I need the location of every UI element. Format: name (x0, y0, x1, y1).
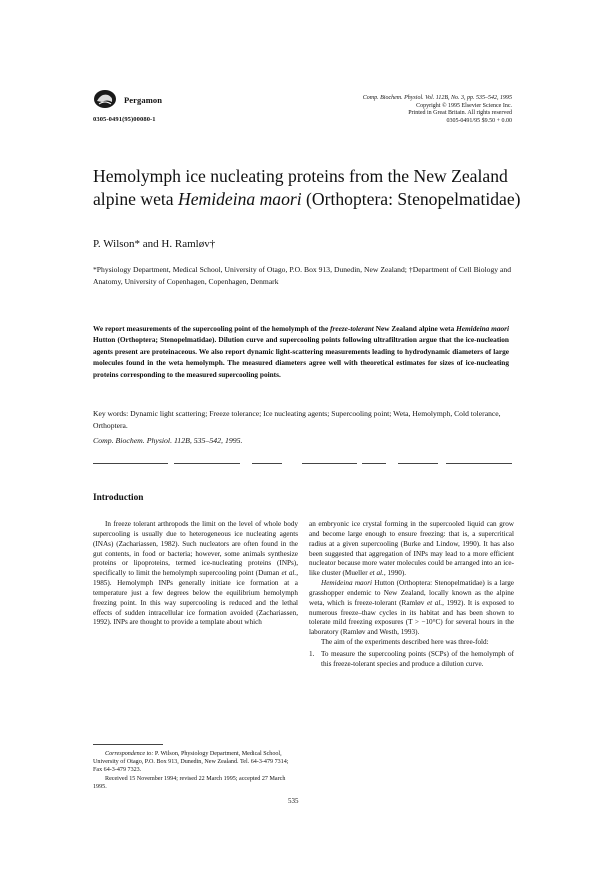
section-divider (93, 463, 168, 464)
abstract (93, 323, 509, 380)
left-column (93, 520, 298, 628)
received-dates: Received 15 November 1994; revised 22 March 1995; accepted 27 March 1995. (93, 775, 286, 790)
article-title (93, 165, 523, 211)
body-italic: Hemideina maori (321, 579, 373, 588)
body-italic: et al. (426, 598, 443, 607)
section-divider (302, 463, 357, 464)
paragraph (93, 520, 298, 628)
article-issn: 0305-0491(95)00080-1 (93, 116, 156, 123)
section-divider (362, 463, 386, 464)
section-divider (446, 463, 512, 464)
journal-header-line: Comp. Biochem. Physiol. Vol. 112B, No. 3, pp. 535–542, 1995 (362, 95, 512, 101)
section-divider (252, 463, 282, 464)
affiliations: *Physiology Department, Medical School, University of Otago, P.O. Box 913, Dunedin, New Zealand; †Department of Cell Biology and Anatomy, University of Copenhagen, Copenhagen, Denmark (93, 265, 511, 286)
section-divider (398, 463, 438, 464)
body-text: Hutton (Orthoptera: Stenopelmatidae) is a large grasshopper endemic to New Zealand, locally known as the alpine weta, which is freeze-tolerant (Ramløv (309, 579, 514, 607)
aims-list (309, 650, 514, 670)
abstract-text: We report measurements of the supercooling point of the hemolymph of the (93, 324, 331, 333)
abstract-text: Hutton (Orthoptera; Stenopelmatidae). Dilution curve and supercooling points following ultrafiltration argue that the ice-nucleation agents present are proteinaceous. We also report dynamic light-scattering measurements leading to hydrodynamic diameters of large molecules found in the weta hemolymph. The measured diameters agree well with theoretical estimates for sizes of ice-nucleating proteins corresponding to the measured supercooling points. (93, 335, 509, 379)
keywords: Key words: Dynamic light scattering; Freeze tolerance; Ice nucleating agents; Supercooling point; Weta, Hemolymph, Cold tolerance, Orthoptera. (93, 409, 501, 430)
pergamon-logo-icon (93, 89, 117, 109)
body-italic: et al. (281, 569, 297, 578)
title-part: Hemolymph ice nucleating proteins from the New Zealand alpine weta (93, 166, 508, 209)
intro-heading: Introduction (93, 493, 144, 503)
citation: Comp. Biochem. Physiol. 112B, 535–542, 1995. (93, 436, 243, 445)
body-text: an embryonic ice crystal forming in the supercooled liquid can grow and become large enough to ensure freezing: that is, a supercritical radius at a given supercooling (Burke and Lindow, 1990). It has also been suggested that aggregation of INPs may lead to a more efficient nucleator because more water molecules could be arranged into an ice-like cluster (Mueller (309, 520, 514, 578)
list-text: To measure the supercooling points (SCPs) of the hemolymph of this freeze-tolerant species and produce a dilution curve. (321, 649, 514, 668)
body-text: , 1985). Hemolymph INPs generally initiate ice formation at a temperature just a few degrees below the equilibrium hemolymph freezing point. In this way supercooling is reduced and the lethal effects of sudden intracellular ice formation avoided (Zachariassen, 1992). INPs are thought to provide a template about which (93, 569, 299, 627)
section-divider (174, 463, 240, 464)
body-text: , 1992). It is exposed to numerous freeze–thaw cycles in its habitat and has been shown to tolerate mild freezing exposures (T > −10°C) for several hours in the laboratory (Ramløv and Westh, 1993). (309, 598, 514, 637)
publisher-name: Pergamon (124, 95, 163, 105)
paragraph (309, 520, 514, 579)
abstract-italic: freeze-tolerant (330, 324, 374, 333)
correspondence-label: Correspondence to: (105, 751, 154, 757)
paragraph: The aim of the experiments described here was three-fold: (321, 638, 489, 647)
list-item (309, 650, 514, 670)
journal-header-line: Printed in Great Britain. All rights reserved (408, 110, 512, 117)
abstract-italic: Hemideina maori (456, 324, 510, 333)
journal-header-line: 0305-0491/95 $9.50 + 0.00 (446, 117, 512, 124)
right-column (309, 520, 514, 670)
body-italic: et al. (369, 569, 384, 578)
journal-header-line: Copyright © 1995 Elsevier Science Inc. (416, 102, 512, 109)
body-text: In freeze tolerant arthropods the limit on the level of whole body supercooling is usually due to heterogeneous ice nucleating agents (INAs) (Zachariassen, 1982). Such nucleators are often found in the gut contents, in food or bacteria; however, some animals synthesize proteins or lipoproteins, termed ice-nucleating proteins (INPs), specifically to limit the hemolymph supercooling point (Duman (93, 520, 298, 578)
page-number: 535 (288, 797, 299, 805)
body-text: , 1990). (383, 569, 407, 578)
journal-header (363, 95, 512, 125)
authors: P. Wilson* and H. Ramløv† (93, 238, 216, 250)
footnote (93, 750, 298, 791)
abstract-text: New Zealand alpine weta (373, 324, 457, 333)
title-species: Hemideina maori (178, 189, 302, 209)
correspondence-text: P. Wilson, Physiology Department, Medical School, University of Otago, P.O. Box 913, Dunedin, New Zealand. Tel. 64-3-479 7314; Fax 64-3-479 7323. (93, 751, 289, 774)
footnote-divider (93, 744, 163, 745)
paragraph (309, 579, 514, 638)
list-number: 1. (309, 649, 315, 658)
title-part: (Orthoptera: Stenopelmatidae) (301, 189, 521, 209)
correspondence (93, 750, 298, 775)
